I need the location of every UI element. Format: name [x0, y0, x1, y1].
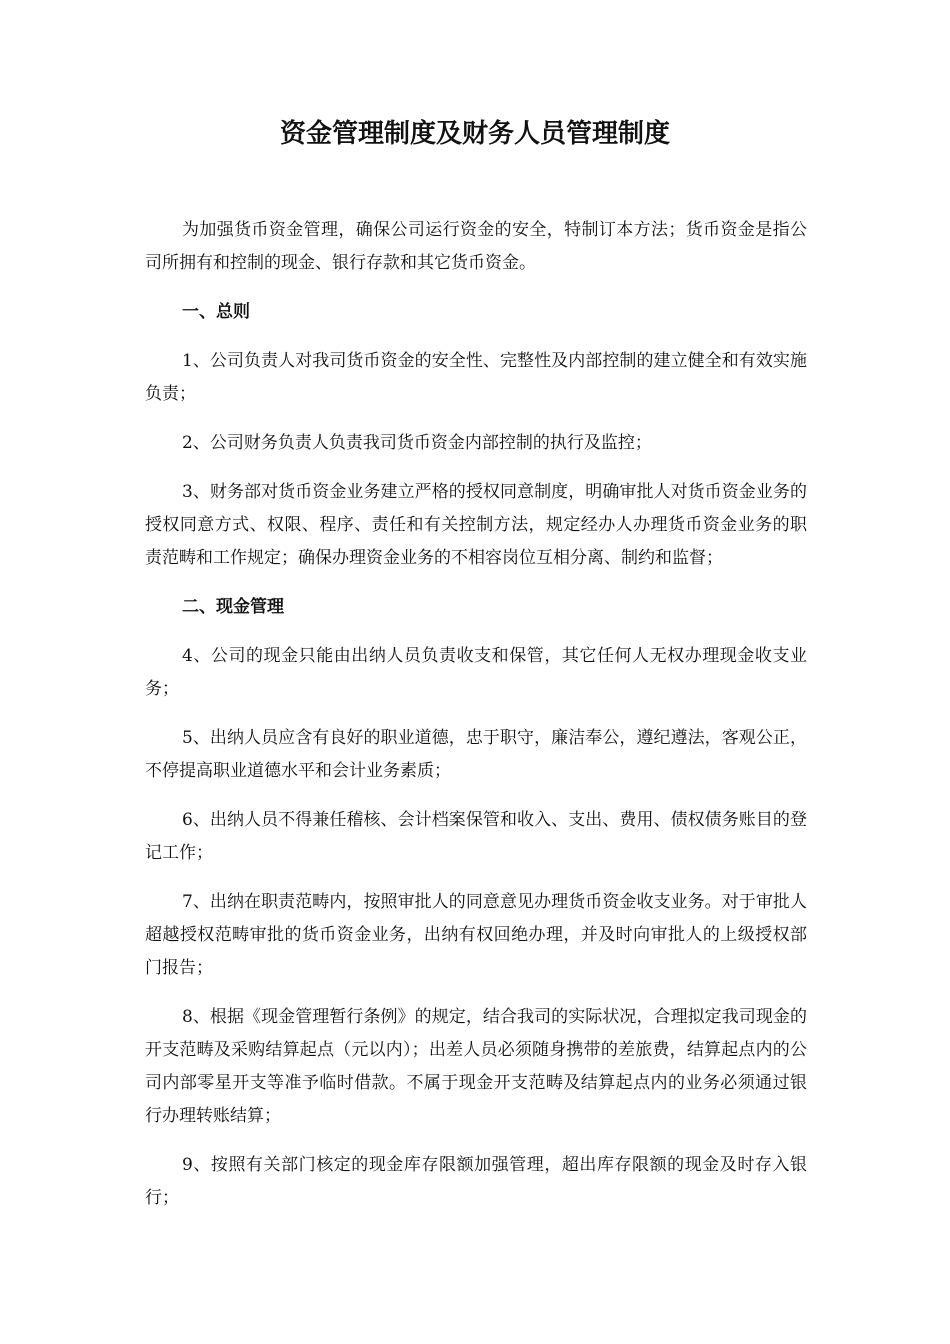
document-body — [145, 214, 807, 1231]
paragraph-item-8: 8、根据《现金管理暂行条例》的规定，结合我司的实际状况，合理拟定我司现金的开支范畴及采购结算起点（元以内）；出差人员必须随身携带的差旅费，结算起点内的公司内部零星开支等准予临时借款。不属于现金开支范畴及结算起点内的业务必须通过银行办理转账结算； — [145, 1007, 807, 1126]
paragraph-intro: 为加强货币资金管理，确保公司运行资金的安全，特制订本方法；货币资金是指公司所拥有和控制的现金、银行存款和其它货币资金。 — [145, 220, 807, 273]
paragraph-item-7: 7、出纳在职责范畴内，按照审批人的同意意见办理货币资金收支业务。对于审批人超越授权范畴审批的货币资金业务，出纳有权回绝办理，并及时向审批人的上级授权部门报告； — [145, 892, 807, 978]
paragraph-item-1: 1、公司负责人对我司货币资金的安全性、完整性及内部控制的建立健全和有效实施负责； — [145, 351, 807, 404]
paragraph-item-6: 6、出纳人员不得兼任稽核、会计档案保管和收入、支出、费用、债权债务账目的登记工作； — [145, 810, 807, 863]
paragraph-item-9: 9、按照有关部门核定的现金库存限额加强管理，超出库存限额的现金及时存入银行； — [145, 1155, 807, 1208]
paragraph-item-3: 3、财务部对货币资金业务建立严格的授权同意制度，明确审批人对货币资金业务的授权同意方式、权限、程序、责任和有关控制方法，规定经办人办理货币资金业务的职责范畴和工作规定；确保办理资金业务的不相容岗位互相分离、制约和监督； — [145, 482, 807, 568]
paragraph-item-2: 2、公司财务负责人负责我司货币资金内部控制的执行及监控； — [182, 433, 652, 453]
section-heading-cash-management: 二、现金管理 — [182, 597, 284, 617]
paragraph-item-5: 5、出纳人员应含有良好的职业道德，忠于职守，廉洁奉公，遵纪遵法，客观公正，不停提高职业道德水平和会计业务素质； — [145, 728, 807, 781]
document-title: 资金管理制度及财务人员管理制度 — [279, 119, 670, 149]
section-heading-general: 一、总则 — [182, 302, 250, 322]
paragraph-item-4: 4、公司的现金只能由出纳人员负责收支和保管，其它任何人无权办理现金收支业务； — [145, 646, 807, 699]
